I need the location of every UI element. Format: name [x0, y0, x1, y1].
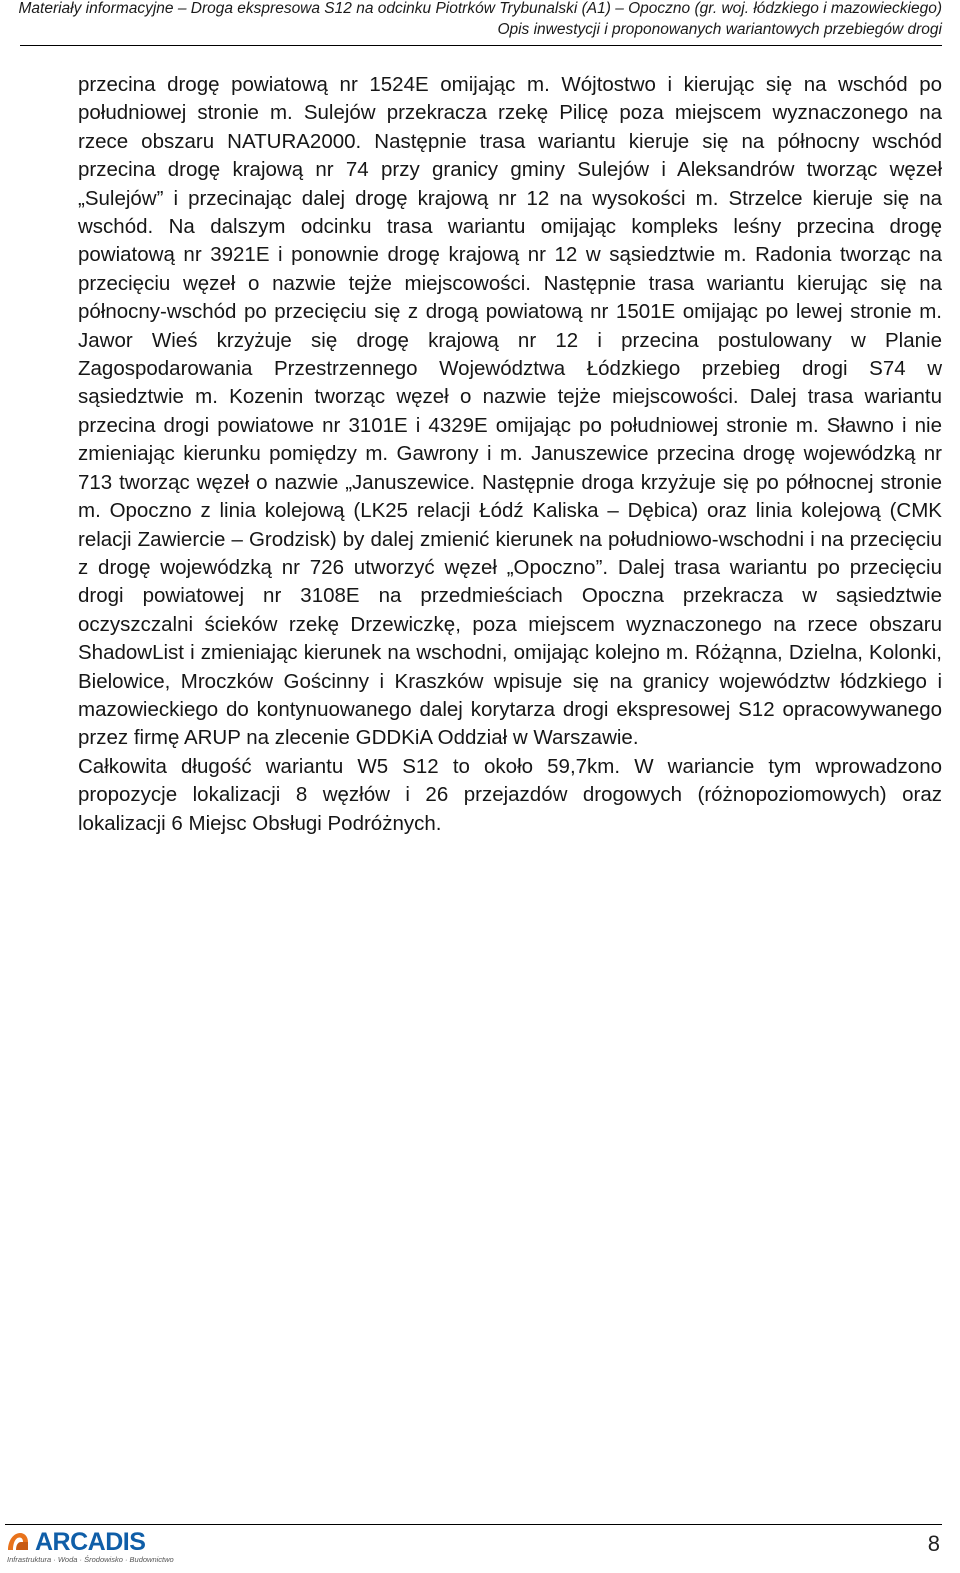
- body-text: [78, 71, 942, 838]
- arcadis-logo-text: ARCADIS: [35, 1528, 146, 1556]
- arcadis-logo-icon: [6, 1530, 30, 1552]
- header-document-title: Materiały informacyjne – Droga ekspresowa S12 na odcinku Piotrków Trybunalski (A1) – Opoczno (gr. woj. łódzkiego i mazowieckiego): [18, 0, 942, 17]
- page-header: [20, 0, 942, 46]
- footer-divider: [5, 1524, 942, 1525]
- paragraph-route-description: przecina drogę powiatową nr 1524E omijając m. Wójtostwo i kierując się na wschód po południowej stronie m. Sulejów przekracza rzekę Pilicę poza miejscem wyznaczonego na rzece obszaru NATURA2000. Następnie trasa wariantu kieruje się na północny wschód przecina drogę krajową nr 74 przy granicy gminy Sulejów i Aleksandrów tworząc węzeł „Sulejów” i przecinając dalej drogę krajową nr 12 na wysokości m. Strzelce kieruje się na wschód. Na dalszym odcinku trasa wariantu omijając kompleks leśny przecina drogę powiatową nr 3921E i ponownie drogę krajową nr 12 w sąsiedztwie m. Radonia tworząc na przecięciu węzeł o nazwie tejże miejscowości. Następnie trasa wariantu kierując się na północny-wschód po przecięciu się z drogą powiatową nr 1501E omijając po lewej stronie m. Jawor Wieś krzyżuje się drogę krajową nr 12 i przecina postulowany w Planie Zagospodarowania Przestrzennego Województwa Łódzkiego przebieg drogi S74 w sąsiedztwie m. Kozenin tworząc węzeł o nazwie tejże miejscowości. Dalej trasa wariantu przecina drogi powiatowe nr 3101E i 4329E omijając po południowej stronie m. Sławno i nie zmieniając kierunku pomiędzy m. Gawrony i m. Januszewice przecina drogę wojewódzką nr 713 tworząc węzeł o nazwie „Januszewice. Następnie droga krzyżuje się po północnej stronie m. Opoczno z linia kolejową (LK25 relacji Łódź Kaliska – Dębica) oraz linia kolejową (CMK relacji Zawiercie – Grodzisk) by dalej zmienić kierunek na południowo-wschodni i na przecięciu z drogę wojewódzką nr 726 utworzyć węzeł „Opoczno”. Dalej trasa wariantu po przecięciu drogi powiatowej nr 3108E na przedmieściach Opoczna przekracza w sąsiedztwie oczyszczalni ścieków rzekę Drzewiczkę, poza miejscem wyznaczonego na rzece obszaru ShadowList i zmieniając kierunek na wschodni, omijając kolejno m. Różąnna, Dzielna, Kolonki, Bielowice, Mroczków Gościnny i Kraszków wpisuje się na granicy województw łódzkiego i mazowieckiego do kontynuowanego dalej korytarza drogi ekspresowej S12 opracowywanego przez firmę ARUP na zlecenie GDDKiA Oddział w Warszawie.: [78, 73, 942, 750]
- arcadis-logo: [6, 1528, 174, 1568]
- arcadis-logo-tagline: Infrastruktura · Woda · Środowisko · Budownictwo: [7, 1555, 174, 1564]
- header-section-title: Opis inwestycji i proponowanych wariantowych przebiegów drogi: [497, 21, 942, 38]
- page-number: 8: [927, 1531, 940, 1556]
- paragraph-route-summary: Całkowita długość wariantu W5 S12 to około 59,7km. W wariancie tym wprowadzono propozycje lokalizacji 8 węzłów i 26 przejazdów drogowych (różnopoziomowych) oraz lokalizacji 6 Miejsc Obsługi Podróżnych.: [78, 754, 942, 835]
